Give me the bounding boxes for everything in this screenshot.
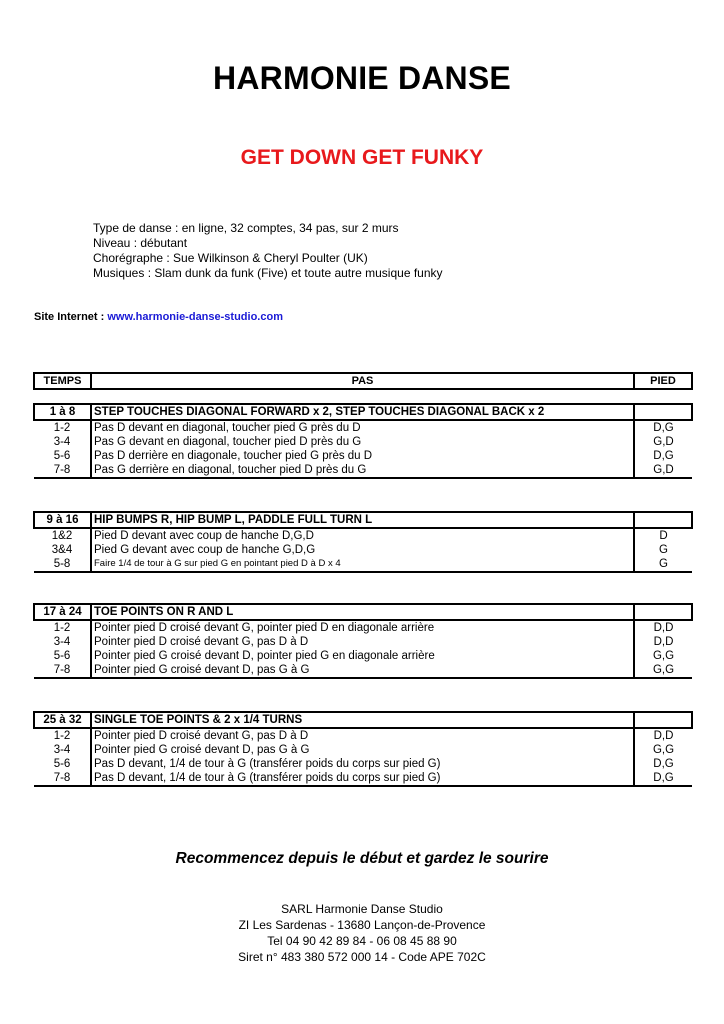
step-counts: 5-6: [53, 758, 71, 770]
website-line: [34, 311, 283, 323]
website-label: Site Internet :: [34, 311, 105, 323]
step-description: Pas G derrière en diagonal, toucher pied D près du G: [91, 463, 634, 478]
step-description: Pointer pied D croisé devant G, pas D à D: [91, 635, 634, 649]
step-counts: 3-4: [53, 436, 71, 448]
step-description: Pointer pied G croisé devant D, pointer pied G en diagonale arrière: [91, 649, 634, 663]
footer-phone: Tel 04 90 42 89 84 - 06 08 45 88 90: [267, 934, 457, 948]
step-row: [34, 743, 692, 757]
step-foot: D,G: [653, 422, 674, 434]
footer-company: SARL Harmonie Danse Studio: [281, 902, 443, 916]
info-line-music: Musiques : Slam dunk da funk (Five) et toute autre musique funky: [93, 266, 443, 280]
step-description: Pointer pied G croisé devant D, pas G à G: [91, 663, 634, 678]
footer-siret: Siret n° 483 380 572 000 14 - Code APE 702C: [238, 950, 486, 964]
info-line-level: Niveau : débutant: [93, 236, 188, 250]
footer: [0, 901, 724, 965]
step-description: Pointer pied D croisé devant G, pointer pied D en diagonale arrière: [91, 620, 634, 635]
step-counts: 1-2: [53, 730, 71, 742]
step-row: [34, 663, 692, 678]
step-counts: 5-8: [34, 557, 91, 572]
step-counts: 7-8: [34, 663, 91, 678]
page-title: HARMONIE DANSE: [213, 60, 511, 96]
section-title: TOE POINTS ON R AND L: [91, 604, 634, 620]
step-row: [34, 435, 692, 449]
step-counts: 7-8: [34, 463, 91, 478]
step-counts: 5-6: [53, 650, 71, 662]
section-header-row: [34, 512, 692, 528]
section-counts: 17 à 24: [34, 604, 91, 620]
closing-message: Recommencez depuis le début et gardez le sourire: [175, 850, 549, 867]
step-description: Pas D derrière en diagonale, toucher pied G près du D: [91, 449, 634, 463]
section-counts: 9 à 16: [34, 512, 91, 528]
section-title: SINGLE TOE POINTS & 2 x 1/4 TURNS: [91, 712, 634, 728]
step-counts: 5-6: [53, 450, 71, 462]
step-description: Pas D devant, 1/4 de tour à G (transférer poids du corps sur pied G): [91, 757, 634, 771]
section-title: HIP BUMPS R, HIP BUMP L, PADDLE FULL TURN L: [91, 512, 634, 528]
step-description: Pas D devant en diagonal, toucher pied G près du D: [91, 420, 634, 435]
step-description: Pointer pied G croisé devant D, pas G à G: [91, 743, 634, 757]
step-description: Pied G devant avec coup de hanche G,D,G: [91, 543, 634, 557]
step-description: Pied D devant avec coup de hanche D,G,D: [91, 528, 634, 543]
step-foot: D: [659, 530, 668, 542]
step-counts: 3-4: [53, 744, 71, 756]
step-row: [34, 449, 692, 463]
column-header-pied: PIED: [634, 373, 692, 389]
footer-address: ZI Les Sardenas - 13680 Lançon-de-Provence: [238, 918, 486, 932]
dance-name: GET DOWN GET FUNKY: [240, 146, 484, 169]
section-table-3: [33, 603, 693, 679]
section-header-row: [34, 404, 692, 420]
step-counts: 3&4: [51, 544, 73, 556]
step-foot: G,G: [652, 650, 675, 662]
step-foot: G,D: [634, 463, 692, 478]
step-row: [34, 728, 692, 743]
step-foot: G: [659, 544, 668, 556]
section-title: STEP TOUCHES DIAGONAL FORWARD x 2, STEP TOUCHES DIAGONAL BACK x 2: [91, 404, 634, 420]
step-foot: D,D: [653, 730, 674, 742]
step-counts: 1&2: [51, 530, 73, 542]
step-counts: 3-4: [53, 636, 71, 648]
section-foot-cell: [634, 712, 692, 728]
step-row: [34, 771, 692, 786]
step-row: [34, 528, 692, 543]
section-foot-cell: [634, 404, 692, 420]
step-counts: 7-8: [34, 771, 91, 786]
dance-info: [93, 221, 443, 281]
info-line-type: Type de danse : en ligne, 32 comptes, 34 pas, sur 2 murs: [93, 221, 399, 235]
column-header-pas: PAS: [91, 373, 634, 389]
step-counts: 1-2: [53, 422, 71, 434]
info-line-choreographer: Chorégraphe : Sue Wilkinson & Cheryl Poulter (UK): [93, 251, 368, 265]
step-foot: D,G: [634, 771, 692, 786]
step-foot: G,D: [653, 436, 674, 448]
step-counts: 1-2: [53, 622, 71, 634]
column-header-table: [33, 372, 693, 390]
step-row: [34, 620, 692, 635]
step-description: Pas D devant, 1/4 de tour à G (transférer poids du corps sur pied G): [91, 771, 634, 786]
step-row: [34, 543, 692, 557]
step-foot: G: [634, 557, 692, 572]
step-row: [34, 635, 692, 649]
section-header-row: [34, 604, 692, 620]
section-header-row: [34, 712, 692, 728]
section-foot-cell: [634, 604, 692, 620]
section-table-4: [33, 711, 693, 787]
step-row: [34, 420, 692, 435]
section-table-2: [33, 511, 693, 573]
step-row: [34, 757, 692, 771]
section-counts: 25 à 32: [34, 712, 91, 728]
step-foot: D,G: [653, 450, 674, 462]
step-foot: G,G: [634, 663, 692, 678]
website-link[interactable]: www.harmonie-danse-studio.com: [107, 311, 283, 323]
step-row: [34, 649, 692, 663]
step-row: [34, 463, 692, 478]
step-description: Faire 1/4 de tour à G sur pied G en pointant pied D à D x 4: [91, 557, 634, 572]
column-header-temps: TEMPS: [34, 373, 91, 389]
step-foot: D,D: [653, 636, 674, 648]
step-description: Pointer pied D croisé devant G, pas D à D: [91, 728, 634, 743]
step-foot: D,D: [653, 622, 674, 634]
section-foot-cell: [634, 512, 692, 528]
section-counts: 1 à 8: [34, 404, 91, 420]
step-row: [34, 557, 692, 572]
section-table-1: [33, 403, 693, 479]
step-foot: G,G: [652, 744, 675, 756]
column-header-row: [34, 373, 692, 389]
step-foot: D,G: [653, 758, 674, 770]
step-description: Pas G devant en diagonal, toucher pied D près du G: [91, 435, 634, 449]
